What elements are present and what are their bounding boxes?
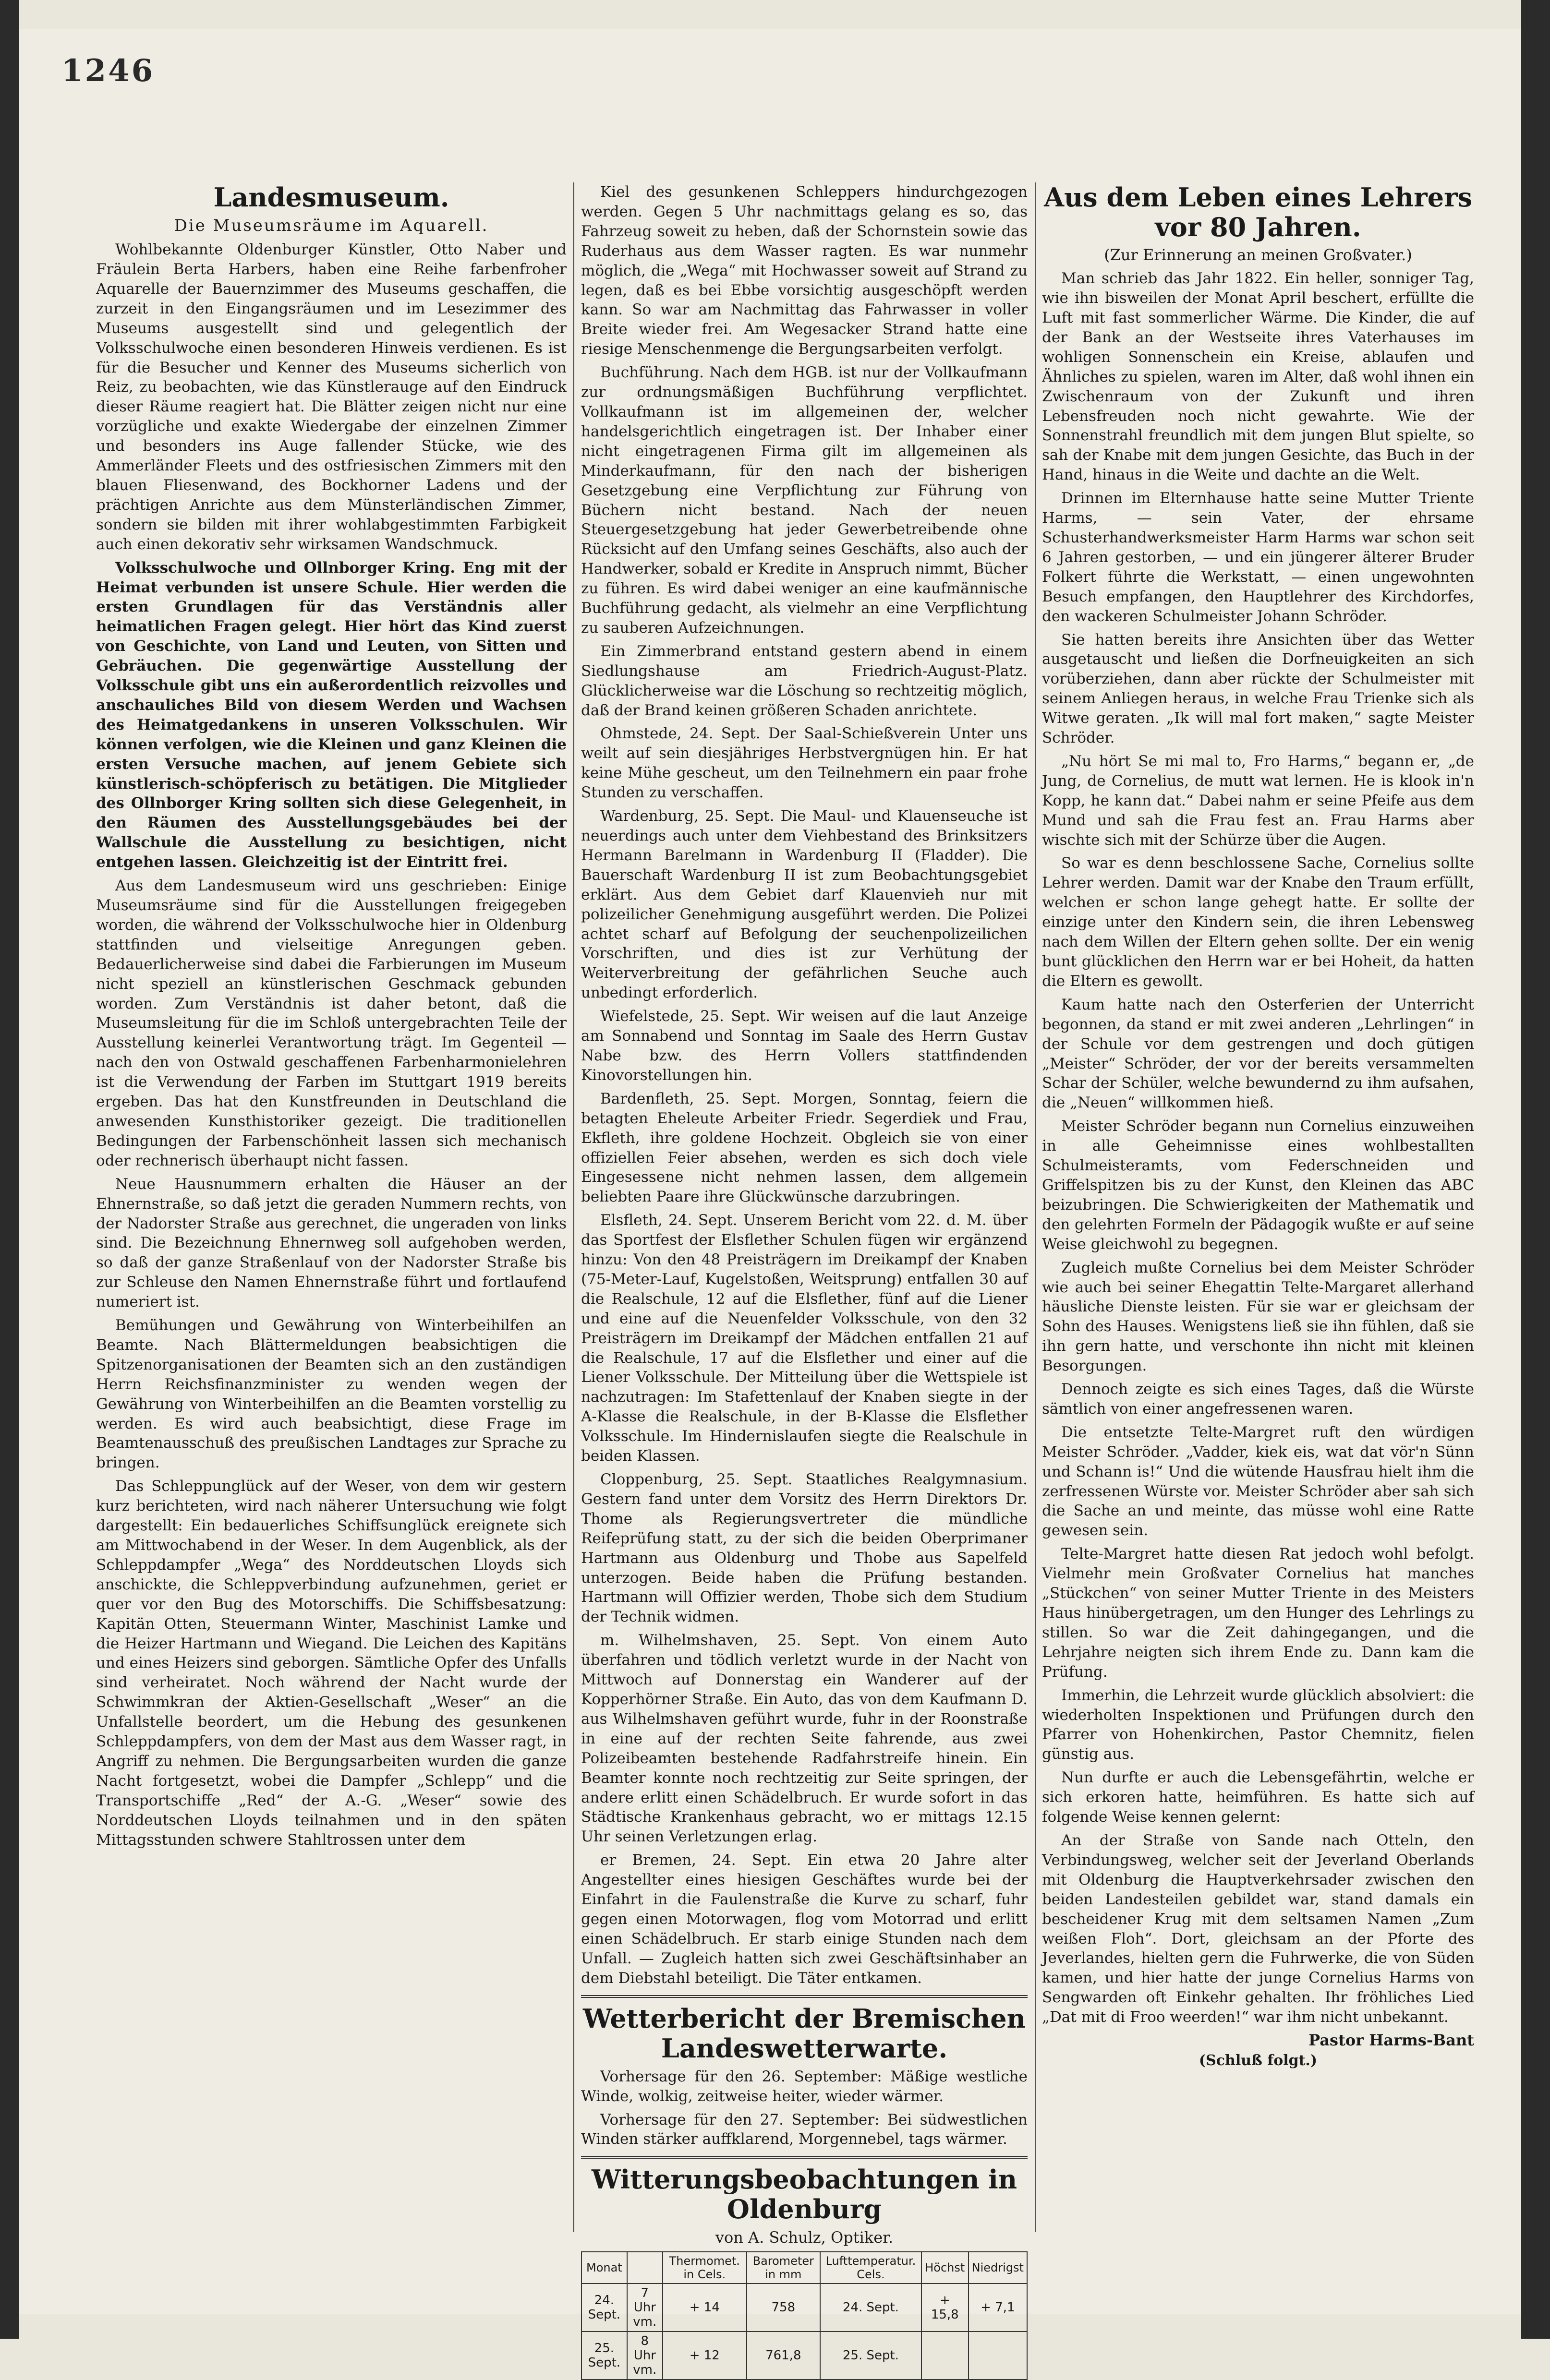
paragraph: m. Wilhelmshaven, 25. Sept. Von einem Auto überfahren und tödlich verletzt wurde in der Nacht von Mittwoch auf Donnerstag ein Wanderer auf der Kopperhörner Straße. Ein Auto, das von dem Kaufmann D. aus Wilhelmshaven geführt wurde, fuhr in der Roonstraße in eine auf der rechten Seite fahrende, aus zwei Polizeibeamten bestehende Radfahrstreife hinein. Ein Beamter konnte noch rechtzeitig zur Seite springen, der andere erlitt einen Schädelbruch. Er wurde sofort in das Städtische Krankenhaus gebracht, wo er mittags 12.15 Uhr seinen Verletzungen erlag. (581, 1632, 1028, 1846)
column-right (1042, 182, 1474, 2069)
paragraph: Buchführung. Nach dem HGB. ist nur der Vollkaufmann zur ordnungsmäßigen Buchführung verpflichtet. Vollkaufmann ist im allgemeinen der, welcher handelsgerichtlich eingetragen ist. Der Inhaber einer nicht eingetragenen Firma gilt im allgemeinen als Minderkaufmann, für den nach der bisherigen Gesetzgebung eine Verpflichtung zur Führung von Büchern nicht bestand. Nach der neuen Steuergesetzgebung hat jeder Gewerbetreibende ohne Rücksicht auf den Umfang seines Geschäfts, also auch der Handwerker, sobald er Kredite in Anspruch nimmt, Bücher zu führen. Es wird dabei weniger an eine kaufmännische Buchführung gedacht, als vielmehr an eine Verpflichtung zu sauberen Aufzeichnungen. (581, 364, 1028, 637)
weather-forecast: Vorhersage für den 27. September: Bei südwestlichen Winden stärker auffklarend, Morgennebel, tags wärmer. (581, 2111, 1028, 2148)
table-cell: 7 Uhr vm. (627, 2284, 663, 2332)
table-cell: 8 Uhr vm. (627, 2332, 663, 2380)
paragraph: Ohmstede, 24. Sept. Der Saal-Schießverein Unter uns weilt auf sein diesjähriges Herbstvergnügen hin. Er hat keine Mühe gescheut, um den Teilnehmern ein paar frohe Stunden zu verschaffen. (581, 725, 1028, 802)
paragraph: Drinnen im Elternhause hatte seine Mutter Triente Harms, — sein Vater, der ehrsame Schusterhandwerksmeister Harm Harms war schon seit 6 Jahren gestorben, — und ein jüngerer älterer Bruder Folkert führte die Werkstatt, — einen ungewohnten Besuch empfangen, den Hauptlehrer des Kirchdorfes, den wackeren Schulmeister Johann Schröder. (1042, 490, 1474, 625)
table-header: Barometer in mm (747, 2252, 820, 2284)
paragraph: Wohlbekannte Oldenburger Künstler, Otto Naber und Fräulein Berta Harbers, haben eine Reihe farbenfroher Aquarelle der Bauernzimmer des Museums geschaffen, die zurzeit in den Eingangsräumen und im Lesezimmer des Museums ausgestellt sind und gelegentlich der Volksschulwoche einen besonderen Hinweis verdienen. Es ist für die Besucher und Kenner des Museums sicherlich von Reiz, zu beobachten, wie das Künstlerauge auf den Eindruck dieser Räume reagiert hat. Die Blätter zeigen nicht nur eine vorzügliche und exakte Wiedergabe der einzelnen Zimmer und besonders ins Auge fallender Stücke, wie des Ammerländer Fleets und des ostfriesischen Zimmers mit den blauen Fliesenwand, des Bockhorner Ladens und der prächtigen Anrichte aus dem Münsterländischen Zimmer, sondern sie bilden mit ihrer wohlabgestimmten Farbigkeit auch einen dekorativ sehr wirksamen Wandschmuck. (96, 241, 567, 553)
paragraph: Man schrieb das Jahr 1822. Ein heller, sonniger Tag, wie ihn bisweilen der Monat April beschert, erfüllte die Luft mit fast sommerlicher Wärme. Die Kinder, die auf der Bank an der Westseite ihres Vaterhauses im wohligen Sonnenschein ein Kreise, ablaufen und Ähnliches zu spielen, waren im Alter, daß wohl ihnen ein Zwischenraum von der Zukunft und ihren Lebensfreuden noch nicht gewahrte. Wie der Sonnenstrahl freundlich mit dem jungen Blut spielte, so sah der Knabe mit dem jungen Gesichte, das Buch in der Hand, hinaus in die Weite und dachte an die Welt. (1042, 270, 1474, 484)
paragraph: Neue Hausnummern erhalten die Häuser an der Ehnernstraße, so daß jetzt die geraden Nummern rechts, von der Nadorster Straße aus gerechnet, die ungeraden von links sind. Die Bezeichnung Ehnernweg soll aufgehoben werden, so daß der ganze Straßenlauf von der Nadorster Straße bis zur Schleuse den Namen Ehnernstraße führt und fortlaufend numeriert ist. (96, 1175, 567, 1311)
continuation-note: (Schluß folgt.) (1199, 2052, 1318, 2069)
paragraph: Cloppenburg, 25. Sept. Staatliches Realgymnasium. Gestern fand unter dem Vorsitz des Herrn Direktors Dr. Thome als Regierungsvertreter die mündliche Reifeprüfung statt, zu der sich die beiden Oberprimaner Hartmann aus Oldenburg und Thobe aus Sapelfeld unterzogen. Beide haben die Prüfung bestanden. Hartmann will Offizier werden, Thobe sich dem Studium der Technik widmen. (581, 1471, 1028, 1626)
paragraph: „Nu hört Se mi mal to, Fro Harms,“ begann er, „de Jung, de Cornelius, de mutt wat lernen. He is klook in'n Kopp, he kann dat.“ Dabei nahm er seine Pfeife aus dem Mund und sah die Frau fest an. Frau Harms aber wischte sich mit der Schürze über die Augen. (1042, 752, 1474, 849)
table-row (581, 2284, 1027, 2332)
paragraph: Bardenfleth, 25. Sept. Morgen, Sonntag, feiern die betagten Eheleute Arbeiter Friedr. Segerdiek und Frau, Ekfleth, ihre goldene Hochzeit. Obgleich sie von einer offiziellen Feier absehen, werden es sich doch viele Eingesessene nicht nehmen lassen, dem allgemein beliebten Paare ihre Glückwünsche darzubringen. (581, 1090, 1028, 1206)
table-cell: + 15,8 (921, 2284, 969, 2332)
table-cell: 25. Sept. (581, 2332, 627, 2380)
paragraph: Bemühungen und Gewährung von Winterbeihilfen an Beamte. Nach Blättermeldungen beabsichtigen die Spitzenorganisationen der Beamten sich an den zuständigen Herrn Reichsfinanzminister zu wenden wegen der Gewährung von Winterbeihilfen an die Beamten vorstellig zu werden. Es wird auch beabsichtigt, diese Frage im Beamtenausschuß des preußischen Landtages zur Sprache zu bringen. (96, 1317, 567, 1472)
table-cell: + 7,1 (969, 2284, 1027, 2332)
paragraph: Wiefelstede, 25. Sept. Wir weisen auf die laut Anzeige am Sonnabend und Sonntag im Saale des Herrn Gustav Nabe bzw. des Herrn Vollers stattfindenden Kinovorstellungen hin. (581, 1008, 1028, 1084)
table-header: Höchst (921, 2252, 969, 2284)
paragraph: Wardenburg, 25. Sept. Die Maul- und Klauenseuche ist neuerdings auch unter dem Viehbestand des Brinksitzers Hermann Barelmann in Wardenburg II (Fladder). Die Bauerschaft Wardenburg II ist zum Beobachtungsgebiet erklärt. Aus dem Gebiet darf Klauenvieh nur mit polizeilicher Genehmigung ausgeführt werden. Die Polizei achtet scharf auf Befolgung der seuchenpolizeilichen Vorschriften, und dies ist zur Verhütung der Weiterverbreitung der gefährlichen Seuche auch unbedingt erforderlich. (581, 807, 1028, 1002)
paragraph: Kiel des gesunkenen Schleppers hindurchgezogen werden. Gegen 5 Uhr nachmittags gelang es so, das Fahrzeug soweit zu heben, daß der Schornstein sowie das Ruderhaus aus dem Wasser ragten. Es war nunmehr möglich, die „Wega“ mit Hochwasser soweit auf Strand zu legen, daß es bei Ebbe vorsichtig ausgeschöpft werden kann. So war am Nachmittag das Fahrwasser in voller Breite wieder frei. Am Wegesacker Strand hatte eine riesige Menschenmenge die Bergungsarbeiten verfolgt. (581, 183, 1028, 358)
article-subtitle: Die Museumsräume im Aquarell. (174, 216, 489, 236)
table-cell: + 12 (663, 2332, 747, 2380)
column-left (96, 182, 567, 1854)
column-rule (1035, 182, 1036, 2232)
paragraph: Immerhin, die Lehrzeit wurde glücklich absolviert: die wiederholten Inspektionen und Prüfungen durch den Pfarrer von Hohenkirchen, Pastor Chemnitz, fielen günstig aus. (1042, 1686, 1474, 1763)
paragraph: Telte-Margret hatte diesen Rat jedoch wohl befolgt. Vielmehr mein Großvater Cornelius hat manches „Stückchen“ von seiner Mutter Triente in des Meisters Haus hinübergetragen, um den Hunger des Lehrlings zu stillen. So war die Zeit dahingegangen, und die Lehrjahre neigten sich ihrem Ende zu. Dann kam die Prüfung. (1042, 1545, 1474, 1681)
table-cell: 761,8 (747, 2332, 820, 2380)
column-rule (573, 182, 574, 2232)
table-header-row (581, 2252, 1027, 2284)
observations-title: Witterungsbeobachtungen in Oldenburg (591, 2164, 1017, 2225)
paragraph: Meister Schröder begann nun Cornelius einzuweihen in alle Geheimnisse eines wohlbestallten Schulmeisteramts, vom Federschneiden und Griffelspitzen bis zu der Kunst, den Kleinen das ABC beizubringen. Die Schwierigkeiten der Mathematik und den gelehrten Formeln der Pädagogik wußte er auf seine Weise gleichwohl zu begegnen. (1042, 1118, 1474, 1253)
observations-byline: von A. Schulz, Optiker. (715, 2228, 894, 2247)
paragraph: Ein Zimmerbrand entstand gestern abend in einem Siedlungshause am Friedrich-August-Platz. Glücklicherweise war die Löschung so rechtzeitig möglich, daß der Brand keinen größeren Schaden anrichtete. (581, 642, 1028, 719)
paragraph: So war es denn beschlossene Sache, Cornelius sollte Lehrer werden. Damit war der Knabe den Traum erfüllt, welchen er schon lange gehegt hatte. Er sollte der einzige unter den Kindern sein, die ihren Lebensweg nach dem Willen der Eltern gehen sollte. Der ein wenig bunt glücklichen den Herrn war er bei Hoheit, da hatten die Eltern es gewollt. (1042, 854, 1474, 990)
table-header: Monat (581, 2252, 627, 2284)
table-header: Lufttemperatur. Cels. (820, 2252, 921, 2284)
article-title: Aus dem Leben eines Lehrers vor 80 Jahren. (1044, 182, 1472, 243)
paragraph: An der Straße von Sande nach Otteln, den Verbindungsweg, welcher seit der Jeverland Oberlands mit Oldenburg die Hauptverkehrsader zwischen den beiden Landesteilen gebildet war, stand damals ein bescheidener Krug mit dem seltsamen Namen „Zum weißen Floh“. Dort, gleichsam an der Pforte des Jeverlandes, hielten gern die Fuhrwerke, die von Süden kamen, und hier hatte der junge Cornelius Harms von Sengwarden oft Einkehr gehalten. Ihr fröhliches Lied „Dat mit di Froo weerden!“ war ihm nicht unbekannt. (1042, 1831, 1474, 2026)
paragraph: Volksschulwoche und Ollnborger Kring. Eng mit der Heimat verbunden ist unsere Schule. Hier werden die ersten Grundlagen für das Verständnis aller heimatlichen Fragen gelegt. Hier hört das Kind zuerst von Geschichte, von Land und Leuten, von Sitten und Gebräuchen. Die gegenwärtige Ausstellung der Volksschule gibt uns ein außerordentlich reizvolles und anschauliches Bild von diesem Werden und Wachsen des Heimatgedankens in unseren Volksschulen. Wir können verfolgen, wie die Kleinen und ganz Kleinen die ersten Versuche machen, auf jenem Gebiete sich künstlerisch-schöpferisch zu betätigen. Die Mitglieder des Ollnborger Kring sollten sich diese Gelegenheit, in den Räumen des Ausstellungsgebäudes bei der Wallschule die Ausstellung zu besichtigen, nicht entgehen lassen. Gleichzeitig ist der Eintritt frei. (96, 559, 567, 871)
scan-edge-left (0, 0, 19, 2339)
table-header: Niedrigst (969, 2252, 1027, 2284)
table-cell: 24. Sept. (581, 2284, 627, 2332)
scan-edge-right (1521, 0, 1550, 2339)
weather-title: Wetterbericht der Bremischen Landeswetterwarte. (583, 2003, 1026, 2064)
table-cell: 24. Sept. (820, 2284, 921, 2332)
table-cell: + 14 (663, 2284, 747, 2332)
divider (581, 1995, 1028, 1998)
paragraph: Das Schleppunglück auf der Weser, von dem wir gestern kurz berichteten, wird nach näherer Untersuchung wie folgt dargestellt: Ein bedauerliches Schiffsunglück ereignete sich am Mittwochabend in der Weser. In dem Augenblick, als der Schleppdampfer „Wega“ des Norddeutschen Lloyds sich anschickte, die Schleppverbindung aufzunehmen, geriet er quer vor den Bug des Motorschiffs. Die Schiffsbesatzung: Kapitän Otten, Steuermann Winter, Maschinist Lamke und die Heizer Hartmann und Wiegand. Die Leichen des Kapitäns und eines Heizers sind geborgen. Sämtliche Opfer des Unfalls sind verheiratet. Noch während der Nacht wurde der Schwimmkran der Aktien-Gesellschaft „Weser“ an die Unfallstelle beordert, um die Hebung des gesunkenen Schleppdampfers, von dem der Mast aus dem Wasser ragt, in Angriff zu nehmen. Die Bergungsarbeiten wurden die ganze Nacht fortgesetzt, wobei die Dampfer „Schlepp“ und die Transportschiffe „Red“ der A.-G. „Weser“ sowie des Norddeutschen Lloyds teilnahmen und in den späten Mittagsstunden schwere Stahltrossen unter dem (96, 1478, 567, 1849)
paragraph: Die entsetzte Telte-Margret ruft den würdigen Meister Schröder. „Vadder, kiek eis, wat dat vör'n Sünn und Schann is!“ Und die wütende Hausfrau hielt ihm die zerfressenen Würste vor. Meister Schröder aber sah sich die Sache an und meinte, das müsse wohl eine Ratte gewesen sein. (1042, 1423, 1474, 1539)
paragraph: Nun durfte er auch die Lebensgefährtin, welche er sich erkoren hatte, heimführen. Es hatte sich auf folgende Weise kennen gelernt: (1042, 1769, 1474, 1826)
observations-table (581, 2251, 1028, 2380)
author-signature: Pastor Harms-Bant (1308, 2031, 1474, 2050)
paragraph: Zugleich mußte Cornelius bei dem Meister Schröder wie auch bei seiner Ehegattin Telte-Margaret allerhand häusliche Dienste leisten. Für sie war er gleichsam der Sohn des Hauses. Wenigstens ließ sie ihn fühlen, daß sie ihn gern hatte, und verschonte ihn nicht mit kleinen Besorgungen. (1042, 1259, 1474, 1375)
paragraph: Kaum hatte nach den Osterferien der Unterricht begonnen, da stand er mit zwei anderen „Lehrlingen“ in der Schule vor dem gestrengen und doch gütigen „Meister“ Schröder, der vor der bereits versammelten Schar der Schüler, welche bewundernd zu ihm aufsahen, die „Neuen“ willkommen hieß. (1042, 996, 1474, 1112)
paragraph: Sie hatten bereits ihre Ansichten über das Wetter ausgetauscht und ließen die Dorfneuigkeiten an sich vorüberziehen, dann aber rückte der Schulmeister mit seinem Anliegen heraus, in welche Frau Trienke sich als Witwe geraten. „Ik will mal fort maken,“ sagte Meister Schröder. (1042, 631, 1474, 747)
paragraph: Elsfleth, 24. Sept. Unserem Bericht vom 22. d. M. über das Sportfest der Elsflether Schulen fügen wir ergänzend hinzu: Von den 48 Preisträgern im Dreikampf der Knaben (75-Meter-Lauf, Kugelstoßen, Weitsprung) entfallen 30 auf die Realschule, 12 auf die Elsflether, fünf auf die Liener und eine auf die Neuenfelder Volksschule, von den 32 Preisträgern im Dreikampf der Mädchen entfallen 21 auf die Realschule, 17 auf die Elsflether und einer auf die Liener Volksschule. Der Mitteilung über die Wettspiele ist nachzutragen: Im Stafettenlauf der Knaben siegte in der A-Klasse die Realschule, in der B-Klasse die Elsflether Volksschule. Im Hindernislaufen siegte die Realschule in beiden Klassen. (581, 1212, 1028, 1465)
table-cell: 758 (747, 2284, 820, 2332)
paragraph: er Bremen, 24. Sept. Ein etwa 20 Jahre alter Angestellter eines hiesigen Geschäftes wurde bei der Einfahrt in die Faulenstraße die Kurve zu scharf, fuhr gegen einen Motorwagen, flog vom Motorrad und erlitt einen Schädelbruch. Er starb einige Stunden nach dem Unfall. — Zugleich hatten sich zwei Geschäftsinhaber an dem Diebstahl beteiligt. Die Täter entkamen. (581, 1851, 1028, 1987)
paragraph: Aus dem Landesmuseum wird uns geschrieben: Einige Museumsräume sind für die Ausstellungen freigegeben worden, die während der Volksschulwoche hier in Oldenburg stattfinden und vielseitige Anregungen geben. Bedauerlicherweise sind dabei die Farbierungen im Museum nicht speziell an künstlerischen Geschmack gebunden worden. Zum Verständnis ist daher betont, daß die Museumsleitung für die im Schloß untergebrachten Teile der Ausstellung keinerlei Verantwortung trägt. Im Gegenteil — nach den von Ostwald geschaffenen Farbenharmonielehren ist die Verwendung der Farben im Stuttgart 1919 bereits ergeben. Das hat den Kunstfreunden in Deutschland die anwesenden Kunsthistoriker gezeigt. Die traditionellen Bedingungen der Farbenschönheit lassen sich mechanisch oder rechnerisch überhaupt nicht fassen. (96, 877, 567, 1169)
divider (581, 2156, 1028, 2159)
page-number: 1246 (61, 53, 155, 89)
article-title: Landesmuseum. (213, 182, 449, 213)
table-cell: 25. Sept. (820, 2332, 921, 2380)
article-subtitle: (Zur Erinnerung an meinen Großvater.) (1104, 246, 1412, 264)
paragraph: Dennoch zeigte es sich eines Tages, daß die Würste sämtlich von einer angefressenen waren. (1042, 1381, 1474, 1418)
table-header (627, 2252, 663, 2284)
table-header: Thermomet. in Cels. (663, 2252, 747, 2284)
weather-forecast: Vorhersage für den 26. September: Mäßige westliche Winde, wolkig, zeitweise heiter, wieder wärmer. (581, 2067, 1028, 2105)
column-middle (581, 182, 1028, 2380)
